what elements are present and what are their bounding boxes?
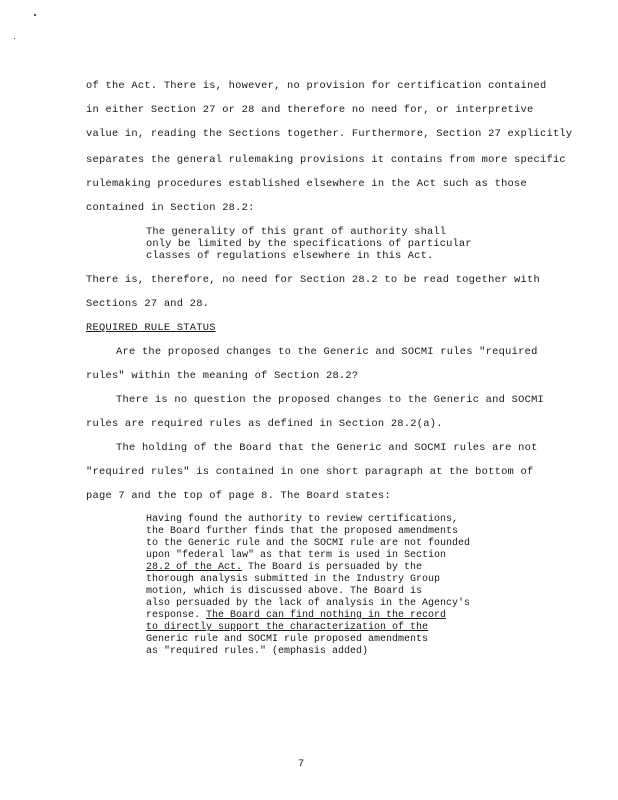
block-quote-line: The generality of this grant of authority shall: [146, 226, 447, 238]
block-quote-line: also persuaded by the lack of analysis in the Agency's: [146, 598, 471, 609]
page-number: 7: [298, 758, 305, 770]
block-quote-line: thorough analysis submitted in the Industry Group: [146, 574, 441, 585]
block-quote-line: motion, which is discussed above. The Board is: [146, 586, 423, 597]
block-quote-line: upon "federal law" as that term is used in Section: [146, 550, 447, 561]
text-line: in either Section 27 or 28 and therefore no need for, or interpretive: [86, 104, 534, 116]
block-quote-line: Having found the authority to review certifications,: [146, 514, 459, 525]
block-quote-line: [146, 610, 446, 622]
block-quote-line: to the Generic rule and the SOCMI rule are not founded: [146, 538, 471, 549]
underlined-phrase: 28.2 of the Act.: [146, 562, 243, 573]
underlined-phrase: The Board can find nothing in the record: [206, 610, 447, 621]
block-quote-line: to directly support the characterization of the: [146, 622, 429, 633]
text-line: separates the general rulemaking provisions it contains from more specific: [86, 154, 566, 166]
text-line: page 7 and the top of page 8. The Board states:: [86, 490, 391, 502]
text-line: of the Act. There is, however, no provision for certification contained: [86, 80, 547, 92]
block-quote-line: classes of regulations elsewhere in this Act.: [146, 250, 434, 262]
text-line: Are the proposed changes to the Generic and SOCMI rules "required: [116, 346, 538, 358]
quote-text: response.: [146, 610, 207, 621]
quote-text: The Board is persuaded by the: [242, 562, 423, 573]
text-line: contained in Section 28.2:: [86, 202, 255, 214]
scan-speck: [14, 38, 15, 39]
text-line: There is, therefore, no need for Section 28.2 to be read together with: [86, 274, 540, 286]
text-line: rules are required rules as defined in Section 28.2(a).: [86, 418, 443, 430]
scan-speck: [34, 14, 36, 16]
block-quote-line: [146, 562, 422, 574]
text-line: rules" within the meaning of Section 28.2?: [86, 370, 359, 382]
text-line: rulemaking procedures established elsewhere in the Act such as those: [86, 178, 528, 190]
block-quote-line: only be limited by the specifications of particular: [146, 238, 472, 250]
block-quote-line: the Board further finds that the proposed amendments: [146, 526, 459, 537]
text-line: Sections 27 and 28.: [86, 298, 210, 310]
section-heading: REQUIRED RULE STATUS: [86, 322, 216, 334]
block-quote-line: Generic rule and SOCMI rule proposed amendments: [146, 634, 429, 645]
text-line: There is no question the proposed changes to the Generic and SOCMI: [116, 394, 545, 406]
text-line: The holding of the Board that the Generic and SOCMI rules are not: [116, 442, 538, 454]
text-line: value in, reading the Sections together. Furthermore, Section 27 explicitly: [86, 128, 573, 140]
text-line: "required rules" is contained in one short paragraph at the bottom of: [86, 466, 534, 478]
block-quote-line: as "required rules." (emphasis added): [146, 646, 369, 657]
